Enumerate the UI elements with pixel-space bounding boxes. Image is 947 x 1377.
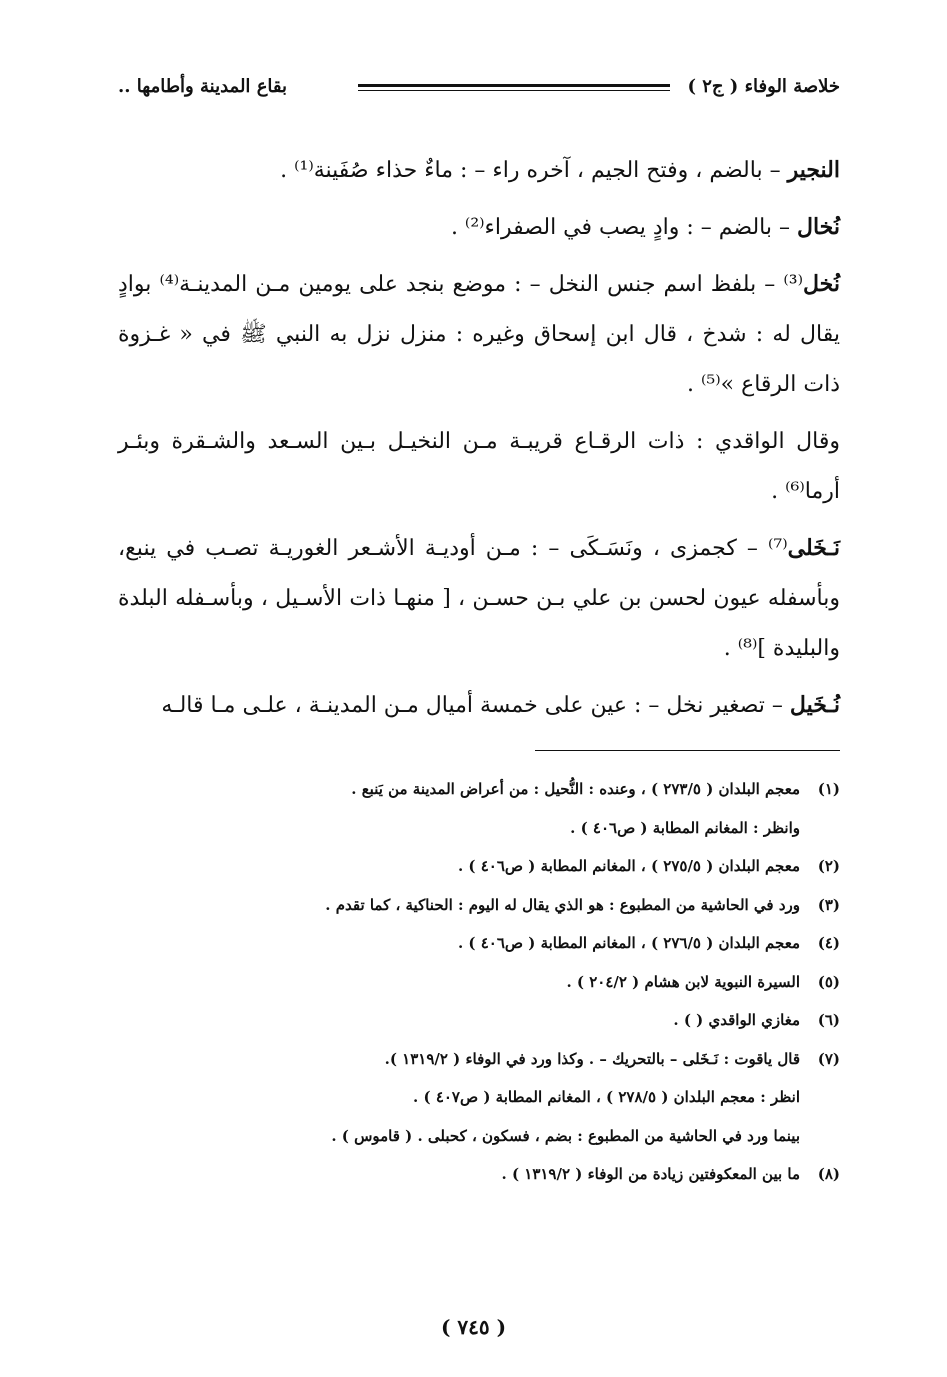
entry-term: نُخال xyxy=(796,214,840,240)
entry-paragraph xyxy=(118,145,840,196)
book-title: خلاصة الوفاء ( ج٢ ) xyxy=(687,76,840,97)
footnote-item xyxy=(118,963,840,1002)
footnote-item xyxy=(118,1040,840,1079)
entry-paragraph xyxy=(118,202,840,253)
footnote-text: معجم البلدان ( ٢٧٣/٥ ) ، وعنده : النُّحيل : من أعراض المدينة من يَنبع . xyxy=(351,780,800,798)
entry-text: – بالضم – : وادٍ يصب في الصفراء⁽²⁾ . xyxy=(450,215,797,240)
footnote-number: (٧) xyxy=(817,1049,840,1068)
footnote-item xyxy=(118,1001,840,1040)
section-title: بقاع المدينة وأطامها .. xyxy=(118,76,288,97)
footnote-text: السيرة النبوية لابن هشام ( ٢٠٤/٢ ) . xyxy=(566,972,800,991)
entry-paragraph xyxy=(118,416,840,517)
footnote-text: مغازي الواقدي ( ) . xyxy=(673,1011,800,1029)
entry-text: – بالضم ، وفتح الجيم ، آخره راء – : ماءٌ حذاء صُفَينة⁽¹⁾ . xyxy=(280,158,788,183)
footnote-item xyxy=(118,1078,840,1117)
footnote-text: قال ياقوت : نَـخَلى – بالتحريك – . وكذا ورد في الوفاء ( ١٣١٩/٢ ). xyxy=(384,1049,800,1068)
footnote-number: (٣) xyxy=(817,895,840,914)
entry-text: وقال الواقدي : ذات الرقـاع قريبـة مـن النخيـل بـين السـعد والشـقرة وبئـر أرما⁽⁶⁾ . xyxy=(118,429,840,504)
footnote-number: (٦) xyxy=(817,1011,840,1029)
footnote-text: بينما ورد في الحاشية من المطبوع : بضم ، فسكون ، كحبلى . ( قاموس ) . xyxy=(331,1126,800,1145)
main-text xyxy=(118,145,840,737)
footnote-number: (١) xyxy=(817,780,840,798)
footnote-item xyxy=(118,886,840,925)
entry-paragraph xyxy=(118,523,840,674)
header-rule xyxy=(358,84,670,91)
footnote-number: (٤) xyxy=(817,934,840,952)
entry-term: نُـخَيل xyxy=(789,692,840,718)
footnotes xyxy=(118,770,840,1194)
footnote-text: وانظر : المغانم المطابة ( ص٤٠٦ ) . xyxy=(570,818,800,837)
footnote-text: معجم البلدان ( ٢٧٥/٥ ) ، المغانم المطابة ( ص٤٠٦ ) . xyxy=(457,857,800,875)
footnote-text: معجم البلدان ( ٢٧٦/٥ ) ، المغانم المطابة ( ص٤٠٦ ) . xyxy=(457,934,800,952)
entry-paragraph xyxy=(118,259,840,410)
footnote-item xyxy=(118,809,840,848)
entry-text: ⁽⁷⁾ – كجمزى ، ونَسَـكَى – : مـن أوديـة الأشـعر الغوريـة تصـب في ينبع، وبأسفله عيون لحسن بن علي بـن حسـن ، [ منهـا ذات الأسـيل ، وبأسـفله البلدة والبليدة ]⁽⁸⁾ . xyxy=(118,536,840,661)
page-number: ( ٧٤٥ ) xyxy=(440,1315,507,1339)
footnote-item xyxy=(118,1117,840,1156)
entry-term: النجير xyxy=(787,157,840,183)
footnote-item xyxy=(118,847,840,886)
entry-term: نُخل xyxy=(803,271,840,297)
entry-term: نَـخَلى xyxy=(787,535,841,561)
footnote-number: (٥) xyxy=(817,972,840,991)
footnote-separator xyxy=(535,750,840,751)
footnote-number: (٨) xyxy=(817,1165,840,1183)
footnote-text: ورد في الحاشية من المطبوع : هو الذي يقال له اليوم : الحناكية ، كما تقدم . xyxy=(325,895,800,914)
footnote-item xyxy=(118,924,840,963)
running-header xyxy=(118,66,840,106)
entry-text: – تصغير نخل – : عين على خمسة أميال مـن المدينـة ، علـى مـا قالـه xyxy=(161,693,790,718)
footnote-item xyxy=(118,1155,840,1194)
footnote-text: انظر : معجم البلدان ( ٢٧٨/٥ ) ، المغانم المطابة ( ص٤٠٧ ) . xyxy=(413,1088,800,1106)
footnote-item xyxy=(118,770,840,809)
footnote-number: (٢) xyxy=(817,857,840,875)
footnote-text: ما بين المعكوفتين زيادة من الوفاء ( ١٣١٩/٢ ) . xyxy=(501,1165,800,1183)
entry-text: ⁽³⁾ – بلفظ اسم جنس النخل – : موضع بنجد على يومين مـن المدينـة⁽⁴⁾ بوادٍ يقال له : شدخ ، قال ابن إسحاق وغيره : منزل نزل به النبي ﷺ في « غـزوة ذات الرقاع »⁽⁵⁾ . xyxy=(118,272,840,397)
entry-paragraph xyxy=(118,680,840,731)
